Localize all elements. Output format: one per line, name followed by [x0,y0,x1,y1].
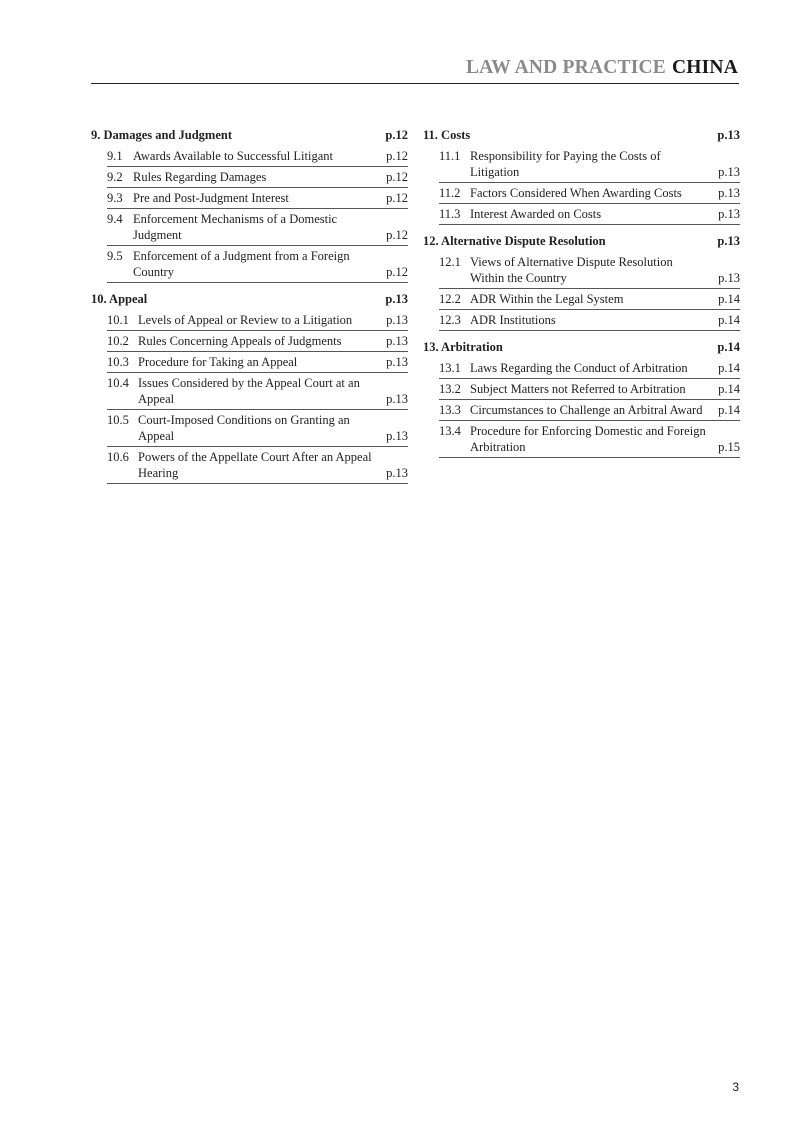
toc-entry[interactable] [439,421,740,458]
toc-entry-number: 11.1 [439,149,461,163]
toc-entry-page: p.13 [386,355,408,369]
toc-entry-page: p.14 [718,292,740,306]
toc-section-heading[interactable] [91,290,408,310]
toc-entry-number: 9.5 [107,249,123,263]
toc-entry[interactable] [107,167,408,188]
toc-entry-page: p.12 [386,170,408,184]
toc-entry-page: p.13 [718,207,740,221]
header-series: LAW AND PRACTICE [465,57,666,78]
toc-entry-title: Rules Concerning Appeals of Judgments [138,334,342,348]
toc-entry[interactable] [107,410,408,447]
toc-entry-number: 13.1 [439,361,461,375]
toc-entry-title: Procedure for Taking an Appeal [138,355,298,369]
toc-entry-page: p.13 [386,392,408,406]
toc-entry-title: Factors Considered When Awarding Costs [470,186,682,200]
toc-entry-number: 12.2 [439,292,461,306]
toc-entry-page: p.13 [386,334,408,348]
toc-entry[interactable] [107,352,408,373]
toc-entry-number: 9.2 [107,170,123,184]
toc-entry-page: p.14 [718,361,740,375]
toc-entry-title: ADR Institutions [470,313,556,327]
toc-entry-number: 10.6 [107,450,129,464]
toc-entry[interactable] [107,246,408,283]
toc-right-column [423,126,740,458]
toc-section-page: p.12 [385,128,408,142]
toc-entry-title: Pre and Post-Judgment Interest [133,191,289,205]
toc-entry-title: Subject Matters not Referred to Arbitration [470,382,686,396]
page-number: 3 [732,1080,739,1094]
toc-section-heading[interactable] [423,126,740,146]
toc-entry[interactable] [439,400,740,421]
header-country: CHINA [671,57,738,78]
toc-entry[interactable] [107,188,408,209]
toc-entry-page: p.13 [718,186,740,200]
toc-entry-number: 13.3 [439,403,461,417]
toc-entry-number: 10.1 [107,313,129,327]
toc-entry[interactable] [439,183,740,204]
toc-entry-page: p.12 [386,228,408,242]
toc-entry-page: p.14 [718,403,740,417]
toc-section-heading[interactable] [91,126,408,146]
toc-section-page: p.14 [717,340,740,354]
toc-entry[interactable] [107,331,408,352]
toc-entry[interactable] [439,252,740,289]
toc-entry-page: p.13 [386,313,408,327]
toc-entry-page: p.13 [386,429,408,443]
toc-entry-title: Court-Imposed Conditions on Granting an Appeal [138,413,350,443]
toc-entry[interactable] [439,289,740,310]
toc-entry-number: 10.3 [107,355,129,369]
header-rule [91,83,739,84]
toc-entry-page: p.12 [386,265,408,279]
toc-left-column [91,126,408,484]
toc-section-title: 11. Costs [423,128,471,142]
toc-section-title: 12. Alternative Dispute Resolution [423,234,606,248]
toc-entry-number: 11.2 [439,186,461,200]
toc-entry-number: 13.2 [439,382,461,396]
toc-entry-page: p.13 [718,165,740,179]
toc-section-title: 10. Appeal [91,292,148,306]
toc-entry-number: 13.4 [439,424,461,438]
toc-entry-title: Rules Regarding Damages [133,170,267,184]
toc-entry-page: p.14 [718,313,740,327]
toc-entry[interactable] [439,204,740,225]
toc-entry[interactable] [107,373,408,410]
toc-section-page: p.13 [385,292,408,306]
toc-entry[interactable] [107,310,408,331]
toc-entry-number: 10.4 [107,376,129,390]
toc-entry[interactable] [107,447,408,484]
toc-entry-page: p.13 [386,466,408,480]
toc-entry-title: Responsibility for Paying the Costs of Litigation [470,149,661,179]
toc-section-title: 9. Damages and Judgment [91,128,232,142]
toc-entry[interactable] [439,310,740,331]
toc-entry-number: 9.4 [107,212,123,226]
toc-entry-page: p.13 [718,271,740,285]
toc-entry-title: Levels of Appeal or Review to a Litigation [138,313,353,327]
toc-entry-page: p.12 [386,149,408,163]
toc-entry-number: 10.5 [107,413,129,427]
toc-section-heading[interactable] [423,232,740,252]
toc-entry[interactable] [107,146,408,167]
toc-entry-number: 9.3 [107,191,123,205]
toc-entry[interactable] [439,379,740,400]
toc-entry[interactable] [107,209,408,246]
toc-entry-number: 11.3 [439,207,461,221]
toc-section-title: 13. Arbitration [423,340,503,354]
toc-entry-title: Issues Considered by the Appeal Court at an Appeal [138,376,360,406]
toc-entry-title: Views of Alternative Dispute Resolution Within the Country [470,255,673,285]
toc-entry-title: Enforcement of a Judgment from a Foreign Country [133,249,350,279]
toc-section-page: p.13 [717,234,740,248]
toc-entry-page: p.14 [718,382,740,396]
toc-entry-title: Interest Awarded on Costs [470,207,602,221]
toc-entry-title: Laws Regarding the Conduct of Arbitration [470,361,688,375]
toc-entry-title: Enforcement Mechanisms of a Domestic Judgment [133,212,338,242]
toc-entry-number: 9.1 [107,149,123,163]
toc-entry-title: Awards Available to Successful Litigant [133,149,333,163]
toc-entry-title: Powers of the Appellate Court After an Appeal Hearing [138,450,372,480]
toc-entry-title: Procedure for Enforcing Domestic and Foreign Arbitration [470,424,706,454]
toc-entry[interactable] [439,146,740,183]
running-header [466,57,738,79]
toc-entry-page: p.15 [718,440,740,454]
toc-entry-page: p.12 [386,191,408,205]
toc-section-page: p.13 [717,128,740,142]
toc-entry-number: 12.1 [439,255,461,269]
toc-entry-title: ADR Within the Legal System [470,292,624,306]
toc-entry-title: Circumstances to Challenge an Arbitral Award [470,403,703,417]
toc-section-heading[interactable] [423,338,740,358]
toc-entry-number: 10.2 [107,334,129,348]
toc-entry[interactable] [439,358,740,379]
toc-entry-number: 12.3 [439,313,461,327]
